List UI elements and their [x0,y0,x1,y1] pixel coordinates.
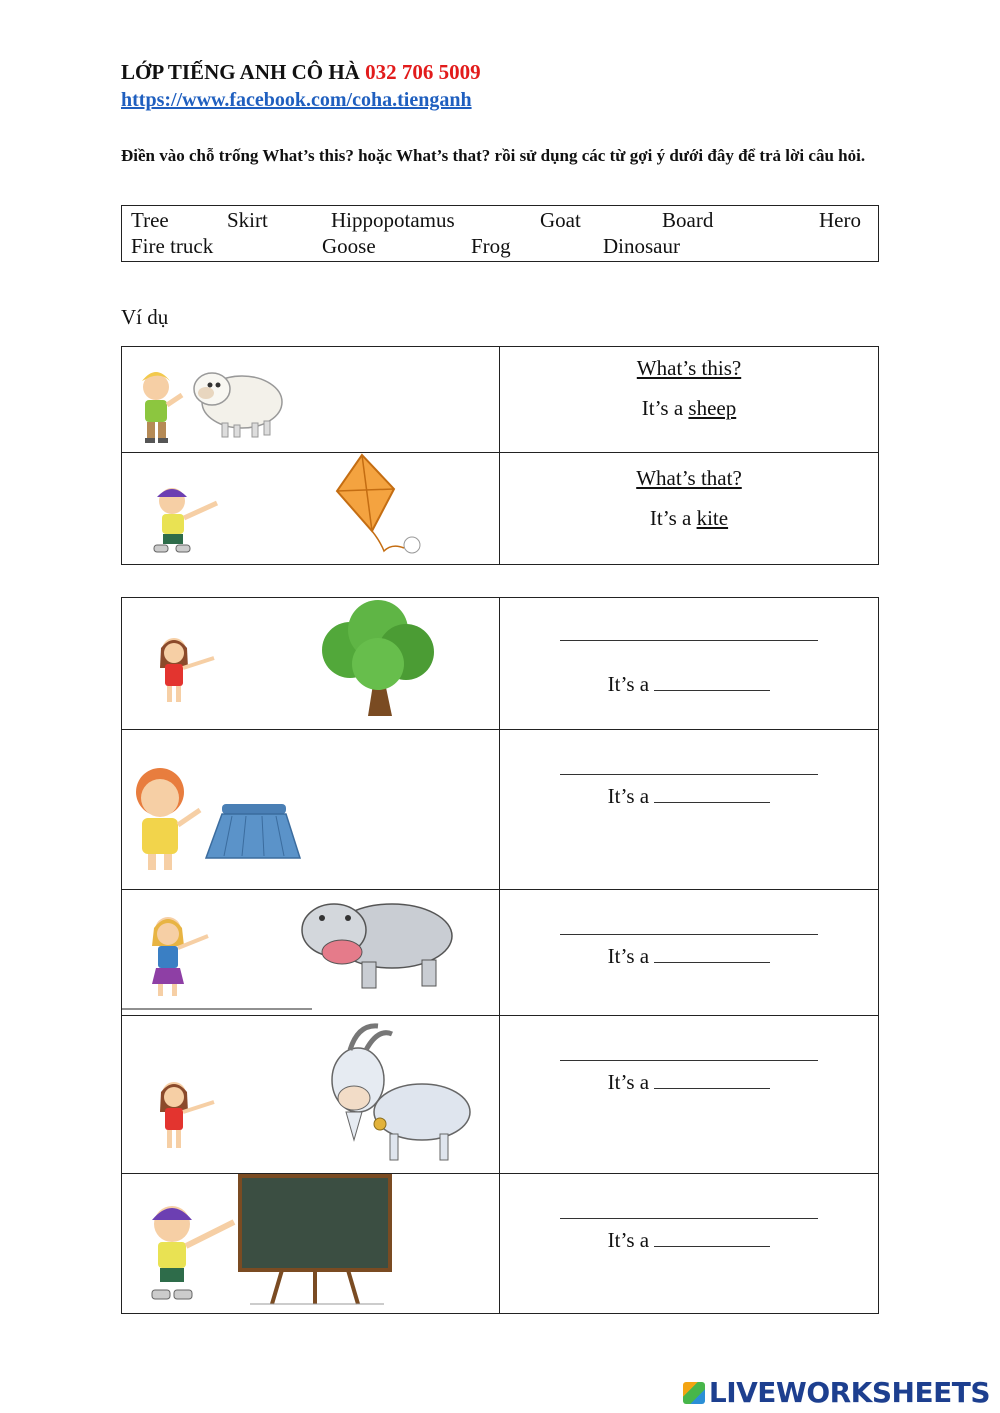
exercise-answer-cell [500,1174,879,1314]
example-table [121,346,879,565]
hippopotamus-figure [302,904,452,988]
answer-line [500,784,878,809]
kite-figure [337,455,420,553]
question-blank-row [500,618,878,642]
example-image-cell [122,453,500,565]
exercise-row [122,890,879,1016]
exercise-answer-cell [500,1016,879,1174]
instruction-text: Điền vào chỗ trống What’s this? hoặc What’s that? rồi sử dụng các từ gợi ý dưới đây để trả lời câu hỏi. [121,146,866,165]
example-question: What’s that? [636,466,742,490]
exercise-row [122,1174,879,1314]
example-row [122,453,879,565]
facebook-link[interactable]: https://www.facebook.com/coha.tienganh [121,89,472,111]
word-bank-item: Hero [819,208,861,232]
girl-and-tree-illustration [122,598,499,724]
exercise-image-cell [122,1174,500,1314]
exercise-answer-cell [500,598,879,730]
boy-cap-figure [152,1206,234,1299]
exercise-table [121,597,879,1314]
boy-and-kite-illustration [122,453,499,559]
question-blank-row [500,1196,878,1220]
question-blank[interactable] [560,1196,818,1219]
word-bank-item: Skirt [227,208,268,232]
example-image-cell [122,347,500,453]
skirt-figure [206,804,300,858]
question-blank-row [500,752,878,776]
exercise-row [122,730,879,890]
example-answer-cell [500,347,879,453]
logo-icon [683,1382,705,1404]
header-phone: 032 706 5009 [365,60,481,84]
example-answer [500,506,878,531]
liveworksheets-logo [683,1376,990,1409]
answer-prefix: It’s a [607,1070,650,1094]
answer-prefix: It’s a [649,506,692,530]
girl-and-skirt-illustration [122,730,499,884]
word-bank-item: Goat [540,208,581,232]
question-blank-row [500,912,878,936]
answer-line [500,944,878,969]
answer-line [500,1228,878,1253]
boy-and-sheep-illustration [122,347,499,447]
word-bank-item: Fire truck [131,234,214,258]
tree-figure [322,600,434,716]
question-blank[interactable] [560,912,818,935]
answer-line [500,1070,878,1095]
girl-and-hippopotamus-illustration [122,890,499,1010]
exercise-answer-cell [500,890,879,1016]
question-blank[interactable] [560,1038,818,1061]
sheep-figure [194,373,282,437]
example-label: Ví dụ [121,305,169,329]
exercise-image-cell [122,1016,500,1174]
word-bank-item: Board [662,208,714,232]
exercise-row [122,1016,879,1174]
word-bank [121,205,879,262]
answer-prefix: It’s a [607,672,650,696]
word-bank-item: Tree [131,208,169,232]
boy-figure [142,372,182,443]
header-title-text: LỚP TIẾNG ANH CÔ HÀ [121,60,360,84]
answer-blank[interactable] [654,784,770,803]
example-row [122,347,879,453]
answer-blank[interactable] [654,944,770,963]
logo-text: LIVEWORKSHEETS [708,1376,990,1409]
question-blank[interactable] [560,752,818,775]
word-bank-item: Goose [322,234,376,258]
boy-cap-figure [154,488,217,552]
example-answer-cell [500,453,879,565]
goat-figure [332,1026,470,1160]
answer-blank[interactable] [654,1070,770,1089]
word-bank-item: Hippopotamus [331,208,455,232]
example-answer [500,396,878,421]
chalkboard-figure [240,1176,390,1304]
question-blank-row [500,1038,878,1062]
answer-word: kite [696,506,729,530]
answer-blank[interactable] [654,1228,770,1247]
girl-figure [160,1082,214,1148]
answer-blank[interactable] [654,672,770,691]
example-question: What’s this? [636,356,742,380]
exercise-answer-cell [500,730,879,890]
word-bank-item: Dinosaur [603,234,680,258]
girl-figure [160,638,214,702]
word-bank-item: Frog [471,234,511,258]
question-blank[interactable] [560,618,818,641]
girl-and-goat-illustration [122,1016,499,1168]
answer-prefix: It’s a [607,1228,650,1252]
answer-prefix: It’s a [607,784,650,808]
answer-line [500,672,878,697]
answer-prefix: It’s a [641,396,684,420]
exercise-image-cell [122,598,500,730]
boy-and-board-illustration [122,1174,499,1308]
answer-word: sheep [688,396,737,420]
exercise-image-cell [122,730,500,890]
girl-figure [136,768,200,870]
girl-figure [152,917,208,996]
exercise-row [122,598,879,730]
exercise-image-cell [122,890,500,1016]
answer-prefix: It’s a [607,944,650,968]
header-title [121,60,481,85]
